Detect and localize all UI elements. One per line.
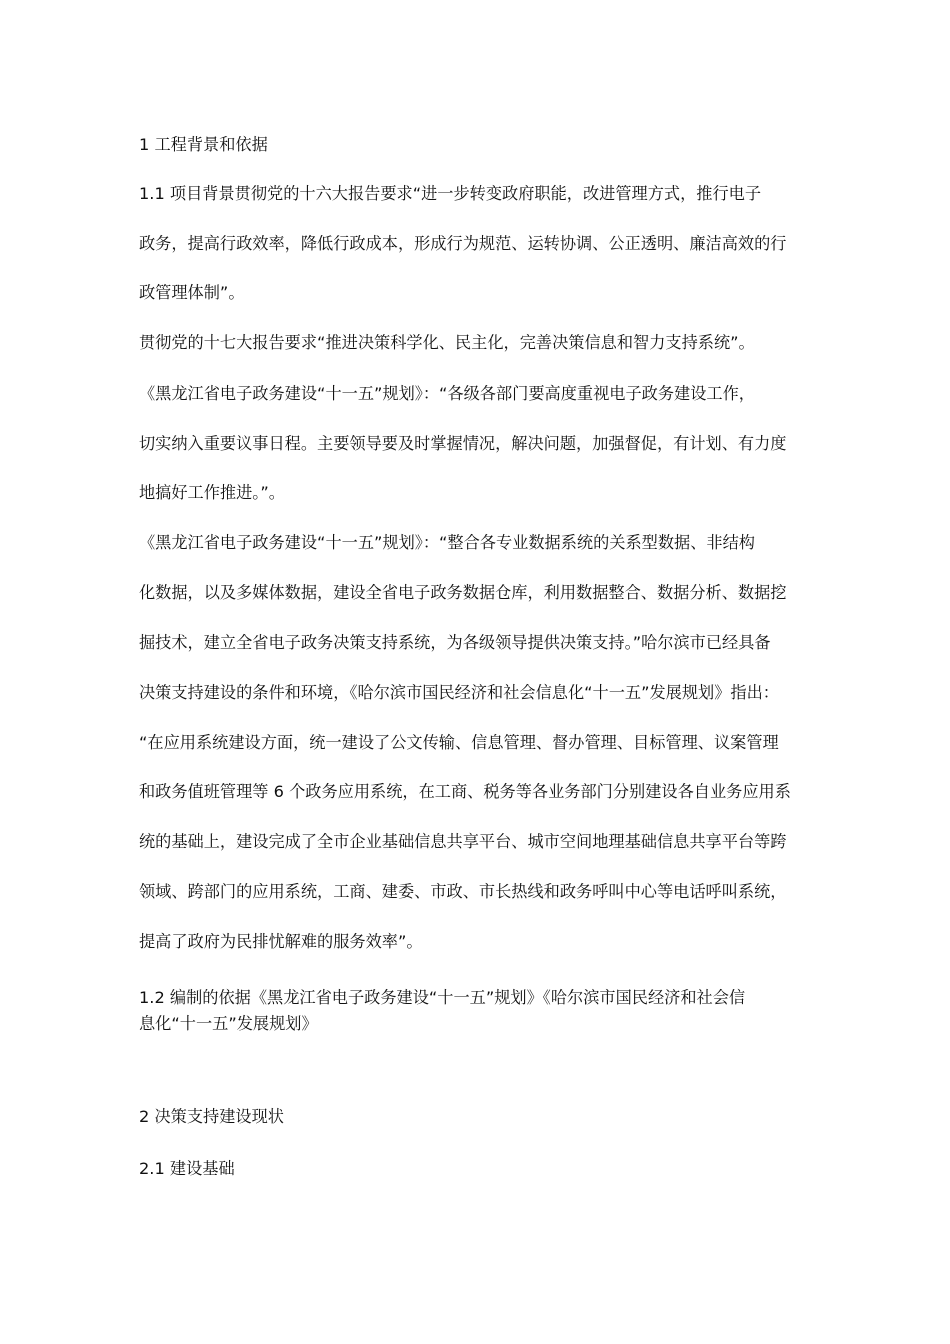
paragraph-line: 贯彻党的十七大报告要求“推进决策科学化、民主化，完善决策信息和智力支持系统”。	[139, 333, 755, 352]
paragraph-line: 1.2 编制的依据《黑龙江省电子政务建设“十一五”规划》《哈尔滨市国民经济和社会信	[139, 988, 746, 1007]
paragraph-line: 1.1 项目背景贯彻党的十六大报告要求“进一步转变政府职能，改进管理方式，推行电子	[139, 184, 762, 203]
section-2-heading: 2 决策支持建设现状	[139, 1107, 284, 1126]
section-2-1-heading: 2.1 建设基础	[139, 1159, 235, 1178]
section-1-heading: 1 工程背景和依据	[139, 135, 268, 154]
paragraph-line: 决策支持建设的条件和环境，《哈尔滨市国民经济和社会信息化“十一五”发展规划》指出：	[139, 683, 779, 702]
paragraph-line: 地搞好工作推进。”。	[139, 483, 285, 502]
paragraph-line: 政务，提高行政效率，降低行政成本，形成行为规范、运转协调、公正透明、廉洁高效的行	[139, 234, 787, 253]
paragraph-line: 提高了政府为民排忧解难的服务效率”。	[139, 932, 423, 951]
paragraph-line: 《黑龙江省电子政务建设“十一五”规划》：“整合各专业数据系统的关系型数据、非结构	[139, 533, 755, 552]
paragraph-line: 统的基础上，建设完成了全市企业基础信息共享平台、城市空间地理基础信息共享平台等跨	[139, 832, 787, 851]
paragraph-line: 掘技术，建立全省电子政务决策支持系统，为各级领导提供决策支持。”哈尔滨市已经具备	[139, 633, 771, 652]
paragraph-line: 化数据，以及多媒体数据，建设全省电子政务数据仓库，利用数据整合、数据分析、数据挖	[139, 583, 787, 602]
paragraph-line: 切实纳入重要议事日程。主要领导要及时掌握情况，解决问题，加强督促，有计划、有力度	[139, 434, 787, 453]
paragraph-line: 和政务值班管理等 6 个政务应用系统，在工商、税务等各业务部门分别建设各自业务应用系	[139, 782, 791, 801]
paragraph-line: 政管理体制”。	[139, 283, 245, 302]
paragraph-line: 《黑龙江省电子政务建设“十一五”规划》：“各级各部门要高度重视电子政务建设工作，	[139, 384, 755, 403]
paragraph-line: “在应用系统建设方面，统一建设了公文传输、信息管理、督办管理、目标管理、议案管理	[139, 733, 779, 752]
paragraph-line: 领域、跨部门的应用系统，工商、建委、市政、市长热线和政务呼叫中心等电话呼叫系统，	[139, 882, 787, 901]
paragraph-line: 息化“十一五”发展规划》	[139, 1014, 318, 1033]
